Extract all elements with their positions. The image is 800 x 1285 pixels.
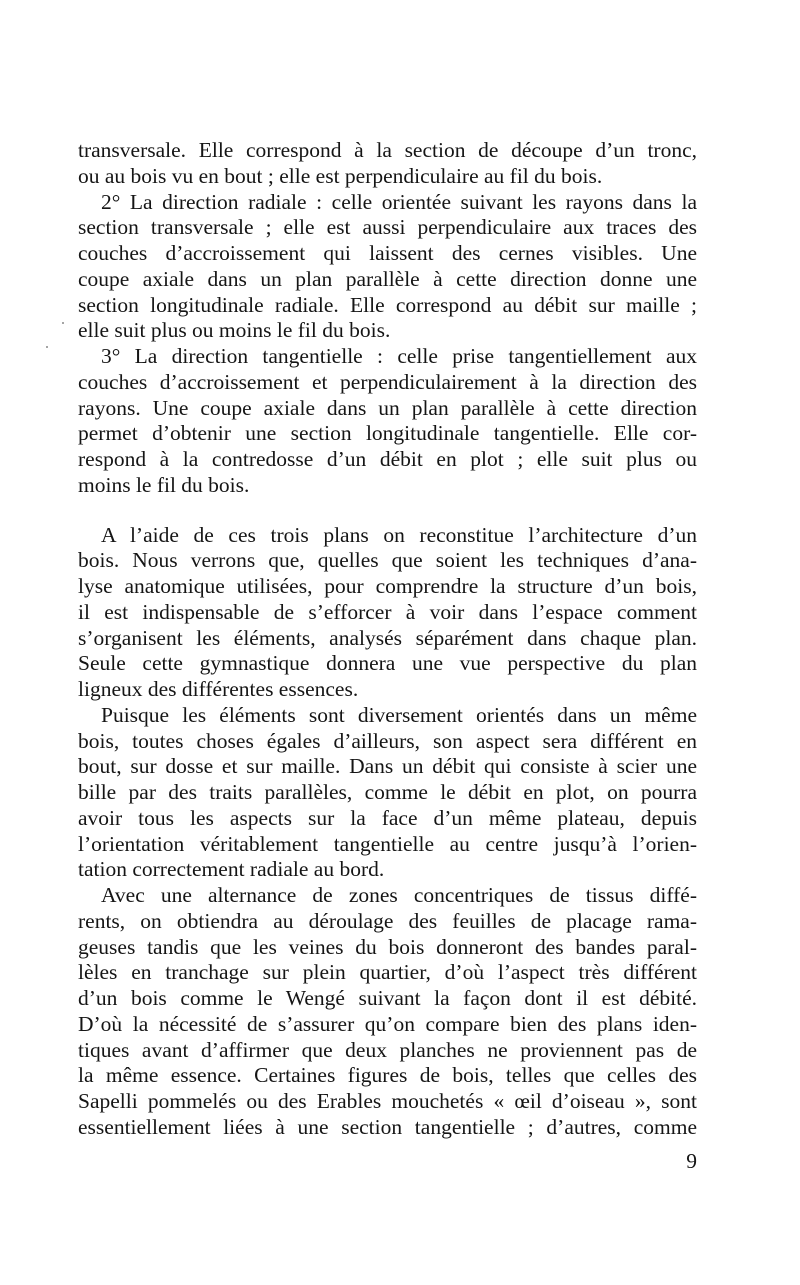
scan-speck	[46, 346, 48, 348]
text-line: section transversale ; elle est aussi perpendiculaire aux traces des	[78, 215, 697, 240]
text-line: essentiellement liées à une section tangentielle ; d’autres, comme	[78, 1114, 697, 1139]
text-line: respond à la contredosse d’un débit en plot ; elle suit plus ou	[78, 447, 697, 471]
text-line: couches d’accroissement et perpendiculairement à la direction des	[78, 369, 697, 394]
text-line: bois, toutes choses égales d’ailleurs, son aspect sera différent en	[78, 728, 697, 753]
text-line: D’où la nécessité de s’assurer qu’on compare bien des plans iden-	[78, 1011, 697, 1036]
text-line: rents, on obtiendra au déroulage des feuilles de placage rama-	[78, 908, 697, 933]
text-line: geuses tandis que les veines du bois donneront des bandes paral-	[78, 934, 697, 959]
text-line: ou au bois vu en bout ; elle est perpendiculaire au fil du bois.	[78, 163, 603, 188]
text-line: lyse anatomique utilisées, pour comprendre la structure d’un bois,	[78, 574, 697, 598]
text-block-directions	[78, 138, 697, 499]
page-body	[78, 138, 697, 1141]
text-line: la même essence. Certaines figures de bois, telles que celles des	[78, 1063, 697, 1088]
text-line: couches d’accroissement qui laissent des cernes visibles. Une	[78, 241, 697, 265]
paragraph	[78, 344, 697, 499]
text-line: l’orientation véritablement tangentielle au centre jusqu’à l’orien-	[78, 831, 697, 856]
text-line: Sapelli pommelés ou des Erables mouchetés « œil d’oiseau », sont	[78, 1089, 697, 1113]
text-line: s’organisent les éléments, analysés séparément dans chaque plan.	[78, 625, 697, 650]
text-line: section longitudinale radiale. Elle correspond au débit sur maille ;	[78, 292, 697, 317]
text-line: bois. Nous verrons que, quelles que soient les techniques d’ana-	[78, 548, 697, 573]
text-block-architecture	[78, 523, 697, 1141]
text-line: A l’aide de ces trois plans on reconstitue l’architecture d’un	[101, 522, 697, 547]
text-line: Avec une alternance de zones concentriques de tissus diffé-	[101, 883, 697, 907]
text-line: elle suit plus ou moins le fil du bois.	[78, 318, 391, 343]
scan-speck	[62, 322, 64, 324]
text-line: 3° La direction tangentielle : celle prise tangentiellement aux	[101, 344, 697, 368]
text-line: permet d’obtenir une section longitudinale tangentielle. Elle cor-	[78, 421, 697, 446]
text-line: lèles en tranchage sur plein quartier, d’où l’aspect très différent	[78, 960, 697, 985]
text-line: d’un bois comme le Wengé suivant la façon dont il est débité.	[78, 986, 697, 1010]
text-line: moins le fil du bois.	[78, 472, 250, 497]
text-line: il est indispensable de s’efforcer à voir dans l’espace comment	[78, 599, 697, 624]
text-line: Seule cette gymnastique donnera une vue perspective du plan	[78, 651, 697, 676]
paragraph-gap	[78, 499, 697, 523]
paragraph	[78, 883, 697, 1141]
text-line: avoir tous les aspects sur la face d’un même plateau, depuis	[78, 805, 697, 830]
text-line: 2° La direction radiale : celle orientée suivant les rayons dans la	[101, 189, 697, 214]
paragraph	[78, 703, 697, 883]
text-line: bout, sur dosse et sur maille. Dans un débit qui consiste à scier une	[78, 754, 697, 779]
page-number: 9	[686, 1149, 697, 1173]
text-line: ligneux des différentes essences.	[78, 677, 359, 701]
text-line: tiques avant d’affirmer que deux planches ne proviennent pas de	[78, 1037, 697, 1062]
paragraph	[78, 138, 697, 190]
text-line: transversale. Elle correspond à la section de découpe d’un tronc,	[78, 138, 697, 162]
paragraph	[78, 523, 697, 703]
text-line: Puisque les éléments sont diversement orientés dans un même	[101, 702, 697, 727]
paragraph	[78, 190, 697, 345]
text-line: rayons. Une coupe axiale dans un plan parallèle à cette direction	[78, 395, 697, 420]
text-line: tation correctement radiale au bord.	[78, 857, 385, 882]
text-line: coupe axiale dans un plan parallèle à cette direction donne une	[78, 266, 697, 291]
text-line: bille par des traits parallèles, comme le débit en plot, on pourra	[78, 780, 697, 804]
